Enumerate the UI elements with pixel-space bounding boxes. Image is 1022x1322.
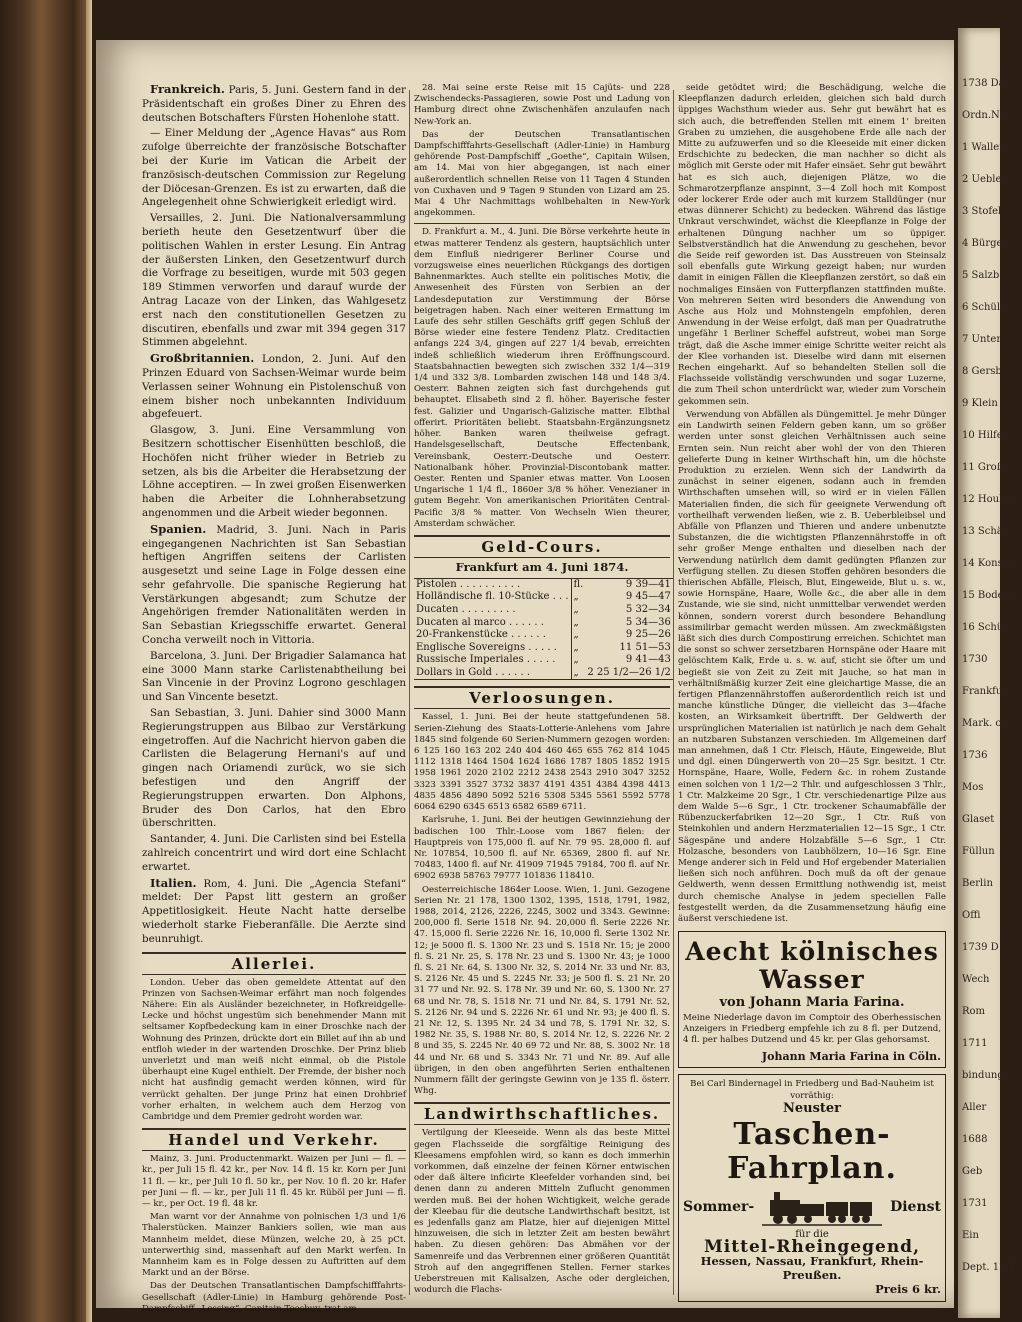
article-text: Oesterreichische 1864er Loose. Wien, 1. Juni. Gezogene Serien Nr. 21 178, 1300 1302, 1395, 1518, 1791, 1982, 1988, 2014, 2126, 2226, 2245, 3002 und 3343. Gewinne: 200,000 fl. Serie 1518 Nr. 94. 20,000 fl. Serie 2226 Nr. 47. 15,000 fl. Serie 2226 Nr. 16, 10,000 fl. Serie 1302 Nr. 12; je 5000 fl. S. 1300 Nr. 23 und S. 1518 Nr. 15; je 2000 fl. S. 21 Nr. 25, S. 178 Nr. 23 und S. 1300 Nr. 43; je 1000 fl. S. 21 Nr. 64, S. 1300 Nr. 32, S. 2014 Nr. 33 und Nr. 83, S. 2126 Nr. 45 und S. 2245 Nr. 33; je 500 fl. S. 21 Nr. 20 31 77 und Nr. 92. S. 178 Nr. 39 und Nr. 60, S. 1300 Nr. 27 68 und Nr. 78, S. 1518 Nr. 71 und Nr. 84, S. 1791 Nr. 52, S. 2126 Nr. 94 und S. 2226 Nr. 61 und Nr. 93; je 400 fl. S. 21 Nr. 12, S. 1395 Nr. 24 34 und 78, S. 1791 Nr. 32, S. 1982 Nr. 35, S. 1988 Nr. 80, S. 2014 Nr. 12, S. 2226 Nr. 2 8 und 35, S. 2245 Nr. 40 69 72 und Nr. 88, S. 3002 Nr. 18 44 und Nr. 68 und S. 3343 Nr. 71 und Nr. 89. Auf alle übrigen, in den oben angeführten Serien enthaltenen Nummern fällt der geringste Gewinn von je 135 fl. österr. Whg. <box>414 884 670 1097</box>
geld-cours-name: Ducaten . . . . . . . . . <box>416 603 516 615</box>
facing-page-fragment: 1730 <box>962 654 988 665</box>
column-2 <box>414 83 670 1308</box>
section-head-frankreich: Frankreich. <box>150 82 225 96</box>
ad-fuer: für die <box>795 1228 829 1240</box>
article-text: Mainz, 3. Juni. Productenmarkt. Waizen per Juni — fl. — kr., per Juli 15 fl. 42 kr., per Nov. 14 fl. 15 kr. Korn per Juni 11 fl. — kr., per Juli 10 fl. 50 kr., per Nov. 10 fl. 20 kr. Hafer per Juni — fl. — kr., per Juli 11 fl. 45 kr. Rüböl per Juni — fl. — kr., per Oct. 19 fl. 48 kr. <box>142 1154 406 1210</box>
train-icon <box>762 1188 882 1228</box>
geld-cours-name: Pistolen . . . . . . . . . . <box>416 578 521 590</box>
facing-page-fragment: Rom <box>962 1006 986 1017</box>
article-text: Man warnt vor der Annahme von polnischen 1/3 und 1/6 Thalerstücken. Mainzer Bankiers sollen, wie man aus Mannheim meldet, diese Münzen, welche 20, à 25 pCt. unterwerthig sind, massenhaft auf den Markt werfen. In Mannheim kam es in Folge dessen zu Auftritten auf dem Markt und an der Börse. <box>142 1212 406 1279</box>
geld-cours-row <box>414 667 673 680</box>
ad-title: Taschen-Fahrplan. <box>727 1116 897 1186</box>
ad-maker: von Johann Maria Farina. <box>719 995 905 1011</box>
geld-cours-name: 20-Frankenstücke . . . . . . <box>416 629 546 641</box>
facing-page-fragment: Dept. 12/Vl. <box>962 1262 1022 1273</box>
facing-page-fragment: Geb <box>962 1166 983 1177</box>
article-text: Kassel, 1. Juni. Bei der heute stattgefundenen 58. Serien-Ziehung des Staats-Lotterie-Anlehens vom Jahre 1845 sind folgende 60 Serien-Nummern gezogen worden: 6 125 160 163 202 240 404 460 465 655 762 814 1045 1112 1318 1464 1504 1624 1686 1787 1805 1852 1915 1958 1961 2020 2102 2212 2438 2543 2910 3047 3252 3323 3391 3527 3732 3837 4191 4351 4384 4398 4413 4835 4856 4890 5092 5216 5308 5345 5561 5592 5778 6064 6290 6345 6513 6582 6589 6711. <box>414 712 670 813</box>
article-text: London, 2. Juni. Auf den Prinzen Eduard von Sachsen-Weimar wurde beim Verlassen seiner Wohnung ein Pistolenschuß von einem bisher noch unbekannten Individuum abgefeuert. <box>142 353 406 421</box>
ad-sommer: Sommer- <box>683 1198 755 1215</box>
column-1 <box>142 82 407 1314</box>
ad-signature: Johann Maria Farina in Cöln. <box>761 1049 941 1063</box>
geld-cours-unit: „ <box>571 617 585 630</box>
article-text: Das der Deutschen Transatlantischen Dampfschifffahrts-Gesellschaft (Adler-Linie) in Hamburg gehörende Post-Dampfschiff „Goethe“, Capitain Wilsen, am 14. Mai von hier abgegangen, ist nach einer außerordentlich schnellen Reise von 11 Tagen 4 Stunden von Cuxhaven und 9 Tagen 9 Stunden von Lizard am 25. Mai 4 Uhr Nachmittags wohlbehalten in New-York angekommen. <box>414 129 670 219</box>
ad-intro: Bei Carl Bindernagel in Friedberg und Bad-Nauheim ist vorräthig: <box>690 1079 934 1101</box>
section-head-landwirthschaftliches: Landwirthschaftliches. <box>414 1102 670 1125</box>
facing-page-fragment: Mos <box>962 782 984 793</box>
section-head-grossbritannien: Großbritannien. <box>150 351 255 366</box>
section-head-allerlei: Allerlei. <box>142 952 406 975</box>
geld-cours-row <box>414 642 673 655</box>
facing-page-edge <box>958 28 1022 1318</box>
section-head-geld-cours: Geld-Cours. <box>414 535 670 558</box>
article-text: Vertilgung der Kleeseide. Wenn als das beste Mittel gegen Flachsseide die sorgfältige Reinigung des Kleesamens empfohlen wird, so kann es doch immerhin vorkommen, daß einzelne der feinen Körner entwischen oder daß ältere inficirte Kleefelder vorhanden sind, bei denen dann zu anderen Mitteln Zuflucht genommen werden muß. Bei der hohen Wichtigkeit, welche gerade der Kleebau für die deutsche Landwirthschaft besitzt, ist es jedenfalls ganz am Platze, hier auf diejenigen Mittel hinzuweisen, die sich in letzter Zeit am besten bewährt haben. Zu diesen gehören: Das Abmähen vor der Samenreife und das Verbrennen einer größeren Quantität Stroh auf den angegriffenen Stellen. Ferner starkes Ueberstreuen mit Kalisalzen, Asche oder dergleichen, wodurch die Flachs- <box>414 1128 670 1296</box>
facing-page-fragment: 4 Bürger <box>962 238 1008 249</box>
geld-cours-unit: „ <box>571 604 585 617</box>
article-text: Santander, 4. Juni. Die Carlisten sind bei Estella zahlreich concentrirt und wird dort eine Schlacht erwartet. <box>142 833 406 873</box>
facing-page-fragment: 9 Klein <box>962 398 998 409</box>
facing-page-fragment: 13 Schäl <box>962 526 1006 537</box>
facing-page-fragment: 8 Gersb <box>962 366 1002 377</box>
column-3 <box>678 83 946 1308</box>
geld-cours-value: 9 41—43 <box>625 654 671 666</box>
article-text: D. Frankfurt a. M., 4. Juni. Die Börse verkehrte heute in etwas matterer Tendenz als gestern, hauptsächlich unter dem Einfluß niedrigerer Berliner Course und vorzugsweise eines neuerlichen Rückgangs des dortigen Bahnenmarktes. Auch stellte ein politisches Motiv, die Anwesenheit des Fürsten von Serbien an der Landesdeputation zur Verstimmung der Börse beigetragen haben. Nach einer weiteren Ermattung im Laufe des sehr stillen Geschäfts griff gegen Schluß der Börse wieder eine festere Tendenz Platz. Creditactien anfangs 224 3/4, gingen auf 227 1/4 bevab, erreichten indeß schließlich wiederum ihren Eröffnungscourd. Staatsbahnactien bewegten sich zwischen 332 1/4—319 1/4 und 332 3/8. Lombarden zwischen 148 und 148 3/4. Oesterr. Bahnen zeigten sich fast durchgehends gut behauptet. Elisabeth sind 2 fl. höher. Bayerische fester fest. Galizier und Ungarisch-Galizische matter. Elbthal offerirt. Prioritäten beliebt. Staatsbahn-Ergänzungsnetz höher. Banken waren theilweise gefragt. Handelsgesellschaft, Deutsche Effectenbank, Vereinsbank, Oesterr.-Deutsche und Oesterr. Nationalbank höher. Provinzial-Discontobank matter. Oester. Renten und Spanier etwas matter. Von Loosen Ungarische 1 1/4 fl., 1860er 3/8 % höher. Venezianer in gutem Begehr. Von amerikanischen Prioritäten Central-Pacific 3/8 % matter. Von Wechseln Wien theurer, Amsterdam schwächer. <box>414 227 670 529</box>
geld-cours-name: Dollars in Gold . . . . . . <box>416 666 531 678</box>
facing-page-fragment: 1731 <box>962 1198 988 1209</box>
geld-cours-value: 11 51—53 <box>619 641 671 653</box>
geld-cours-row <box>414 578 673 591</box>
facing-page-fragment: Offi <box>962 910 981 921</box>
geld-cours-unit: „ <box>571 591 585 604</box>
geld-cours-unit: „ <box>571 629 585 642</box>
facing-page-fragment: 1711 <box>962 1038 988 1049</box>
ad-lands: Hessen, Nassau, Frankfurt, Rhein-Preußen. <box>700 1254 924 1283</box>
geld-cours-value: 9 25—26 <box>625 629 671 641</box>
section-head-verloosungen: Verloosungen. <box>414 686 670 709</box>
geld-cours-row <box>414 604 673 617</box>
advertisement-taschen-fahrplan <box>678 1074 946 1301</box>
facing-page-fragment: 6 Schüll <box>962 302 1004 313</box>
geld-cours-name: Ducaten al marco . . . . . . <box>416 616 544 628</box>
article-text: Glasgow, 3. Juni. Eine Versammlung von Besitzern schottischer Eisenhütten beschloß, die Hochöfen nicht früher wieder in Betrieb zu setzen, als bis die Arbeiter die Herabsetzung der Löhne acceptiren. — In zwei großen Eisenwerken haben die Arbeiter die Lohnherabsetzung angenommen und die Arbeit wieder begonnen. <box>142 424 406 519</box>
article-text: Madrid, 3. Juni. Nach in Paris eingegangenen Nachrichten ist San Sebastian heftigen Angriffen seitens der Carlisten ausgesetzt und seine Lage in Folge dessen eine sehr gefahrvolle. Die spanische Regierung hat Verstärkungen abgesandt; zum Schutze der Angehörigen fremder Nationalitäten werden in San Sebastian Kriegsschiffe erwartet. General Concha verweilt noch in Vittoria. <box>142 523 407 647</box>
article-text: Karlsruhe, 1. Juni. Bei der heutigen Gewinnziehung der badischen 100 Thlr.-Loose vom 1867 fielen: der Hauptpreis von 175,000 fl. auf Nr. 79 95. 28,000 fl. auf Nr. 107854, 10,500 fl. auf Nr. 65369, 2800 fl. auf Nr. 70483, 1400 fl. auf Nr. 41909 71945 79184, 700 fl. auf Nr. 6902 6938 58763 79777 101836 118410. <box>414 815 670 882</box>
facing-page-fragment: 1738 Das <box>962 78 1010 89</box>
facing-page-fragment: 3 Stofel <box>962 206 1002 217</box>
geld-cours-row <box>414 629 673 642</box>
facing-page-fragment: 1736 <box>962 750 988 761</box>
advertisement-koelnisches-wasser <box>678 931 946 1068</box>
ad-neuster: Neuster <box>782 1100 842 1116</box>
geld-cours-row <box>414 654 673 667</box>
facing-page-fragment: Wech <box>962 974 990 985</box>
article-text: Paris, 5. Juni. Gestern fand in der Präsidentschaft ein großes Diner zu Ehren des deutschen Botschafters Fürsten Hohenlohe statt. <box>142 84 406 124</box>
article-text: 28. Mai seine erste Reise mit 15 Cajüts- und 228 Zwischendecks-Passagieren, sowie Post und Ladung von Hamburg direct ohne Zwischenhäfen anzulaufen nach New-York an. <box>414 83 670 127</box>
facing-page-fragment: 14 Konsta <box>962 558 1013 569</box>
article-text: Versailles, 2. Juni. Die Nationalversammlung berieth heute den Gesetzentwurf über die politischen Wahlen in erster Lesung. Ein Antrag der äußersten Linken, den Gesetzentwurf durch die Vorfrage zu beseitigen, wurde mit 503 gegen 189 Stimmen verworfen und darauf wurde der Antrag Lacaze von der Linken, das Wahlgesetz erst nach den constitutionellen Gesetzen zu discutiren, ebenfalls und zwar mit 394 gegen 317 Stimmen abgelehnt. <box>142 212 406 349</box>
article-text: Das der Deutschen Transatlantischen Dampfschifffahrts-Gesellschaft (Adler-Linie) in Hamburg gehörende Post-Dampfschiff „Lessing“, Capitain Toosbuy, trat am <box>142 1281 406 1314</box>
geld-cours-value: 5 32—34 <box>625 603 671 615</box>
column-rule <box>409 90 410 1295</box>
geld-cours-unit: fl. <box>571 578 585 591</box>
facing-page-fragment: 1 Wallern <box>962 142 1011 153</box>
newspaper-page <box>96 40 954 1314</box>
facing-page-fragment: 1688 <box>962 1134 988 1145</box>
facing-page-fragment: 2 Uebleg <box>962 174 1008 185</box>
geld-cours-value: 2 25 1/2—26 1/2 <box>587 666 671 678</box>
geld-cours-unit: „ <box>571 667 585 680</box>
facing-page-fragment: Aller <box>962 1102 987 1113</box>
facing-page-fragment: 1739 D <box>962 942 999 953</box>
facing-page-fragment: 11 Groß <box>962 462 1004 473</box>
ad-title: Aecht kölnisches Wasser <box>685 937 939 995</box>
article-text: Rom, 4. Juni. Die „Agencia Stefani“ meldet: Der Papst litt gestern an großer Appetitlosigkeit. Heute Nacht hatte derselbe wiederholt starke Fieberanfälle. Die Aerzte sind beunruhigt. <box>142 877 406 945</box>
article-text: San Sebastian, 3. Juni. Dahier sind 3000 Mann Regierungstruppen aus Bilbao zur Verstärkung eingetroffen. Auf die Nachricht hiervon gaben die Carlisten die Belagerung Hernani's auf und gingen nach Oriamendi zurück, wo sie sich befestigen und den Angriff der Regierungstruppen erwarten. Don Alphons, Bruder des Don Carlos, hat den Ebro überschritten. <box>142 707 406 830</box>
facing-page-fragment: Berlin <box>962 878 993 889</box>
facing-page-fragment: 10 Hilfes <box>962 430 1008 441</box>
geld-cours-name: Englische Sovereigns . . . . . <box>416 641 557 653</box>
facing-page-fragment: Ein <box>962 1230 979 1241</box>
ad-dienst: Dienst <box>890 1198 941 1215</box>
geld-cours-row <box>414 617 673 630</box>
geld-cours-name: Russische Imperiales . . . . . <box>416 654 556 666</box>
facing-page-fragment: Mark. ch <box>962 718 1008 729</box>
geld-cours-value: 9 45—47 <box>625 591 671 603</box>
article-text: Barcelona, 3. Juni. Der Brigadier Salamanca hat eine 3000 Mann starke Carlistenabtheilung bei San Vincenie in der Provinz Logrono geschlagen und San Vincente besetzt. <box>142 649 406 704</box>
facing-page-fragment: 5 Salzb <box>962 270 1000 281</box>
geld-cours-row <box>414 591 673 604</box>
facing-page-fragment: Glaset <box>962 814 995 825</box>
geld-cours-value: 5 34—36 <box>625 616 671 628</box>
geld-cours-table <box>414 578 673 681</box>
geld-cours-value: 9 39—41 <box>625 578 671 590</box>
facing-page-fragment: 7 Unter- <box>962 334 1005 345</box>
facing-page-fragment: 15 Boden <box>962 590 1011 601</box>
book-spine <box>0 0 92 1322</box>
facing-page-fragment: bindung <box>962 1070 1004 1081</box>
article-text: seide getödtet wird; die Beschädigung, welche die Kleepflanzen dadurch erleiden, gleichen sich bald durch üppiges Wachsthum wieder aus. Sehr gut bewährt hat es sich auch, die betreffenden Stellen mit einem 1' breiten Graben zu umziehen, die ausgehobene Erde alle nach der Mitte zu aufzuwerfen und so die Kleeseide mit einer dicken Erdschichte zu bedecken, die man nachher so dicht als möglich mit Gerste oder mit Hafer einsäet. Sehr gut bewährt hat es sich auch, diejenigen Plätze, wo die Schmarotzerpflanze anspinnt, 3—4 Zoll hoch mit Kompost oder lockerer Erde oder auch mit kurzem Stalldünger (nur etwas dünnerer Schicht) zu bedecken. Während das lästige Unkraut verschwindet, wächst die Kleepflanze in Folge der erhaltenen Düngung nachher um so üppiger. Selbstverständlich hat die Anwendung zu geschehen, bevor die Seide reif geworden ist. Das Ausstreuen von Steinsalz soll ebenfalls gute Wirkung gezeigt haben; nur wurden damit in einigen Fällen die Kleepflanzen zerstört, so daß ein nochmaliges Einsäen von Futterpflanzen stattfinden mußte. Von mehreren Seiten wird besonders die Anwendung von Asche aus Holz und Mohnstengeln empfohlen, deren Anwendung in der Weise erfolgt, daß man per Quadratruthe ungefähr 1 Berliner Scheffel aufstreut, wobei man Sorge trägt, daß die Asche immer einige Schritte weiter reicht als der Klee vorhanden ist. Dieselbe wird dann mit eisernen Rechen eingeharkt. Auf so behandelten Stellen soll die Flachsseide vollständig verschwunden und sogar Luzerne, die zum Theil schon unterdrückt war, wieder zum Vorschein gekommen sein. <box>678 83 946 407</box>
facing-page-fragment: Frankfur <box>962 686 1008 697</box>
ad-price: Preis 6 kr. <box>875 1281 941 1296</box>
ad-body: Meine Niederlage davon im Comptoir des Oberhessischen Anzeigers in Friedberg empfehle ich zu 8 fl. per Dutzend, 4 fl. per halbes Dutzend und 45 kr. per Glas gehorsamst. <box>683 1013 941 1046</box>
section-head-italien: Italien. <box>150 875 197 890</box>
ad-region: Mittel-Rheingegend, <box>703 1237 920 1258</box>
section-head-handel: Handel und Verkehr. <box>142 1128 406 1151</box>
geld-cours-date: Frankfurt am 4. Juni 1874. <box>455 559 629 574</box>
column-rule <box>673 90 674 1295</box>
facing-page-fragment: 12 Houbit <box>962 494 1013 505</box>
article-text: — Einer Meldung der „Agence Havas“ aus Rom zufolge überreichte der französische Botschafter bei der Kurie im Vatican die Arbeit der französisch-deutschen Commission zur Regelung der Diöcesan-Grenzen. Es ist zu erwarten, daß die Angelegenheit ohne Schwierigkeit erledigt wird. <box>142 127 406 209</box>
geld-cours-unit: „ <box>571 642 585 655</box>
facing-page-fragment: 16 Schüll <box>962 622 1010 633</box>
article-text: London. Ueber das oben gemeldete Attentat auf den Prinzen von Sachsen-Weimar erfährt man noch folgendes Nähere: Ein als Ausländer bezeichneter, in Hofkreidgelle-Lecke und höchst ungestüm sich benehmender Mann mit seltsamer Kopfbedeckung kam in einer Droschke nach der Wohnung des Prinzen, drückte dort ein Billet auf ihn ab und entfloh wieder in der wartenden Droschke. Der Prinz blieb unverletzt und man weiß nicht einmal, ob die Pistole überhaupt eine Kugel enthielt. Der Fremde, der bisher noch nicht hat ausfindig gemacht werden können, wird für verrückt gehalten. Der junge Prinz hat einen Drohbrief vorher erhalten, in welchem auch dem Herzog von Cambridge und dem Premier gedroht worden war. <box>142 977 406 1123</box>
article-text: Verwendung von Abfällen als Düngemittel. Je mehr Dünger ein Landwirth seinen Feldern geben kann, um so größer werden unter sonst gleichen Verhältnissen auch seine Ernten sein. Nun reicht aber wohl der von den Thieren gelieferte Dung in keiner Wirthschaft hin, um die höchste Produktion zu erzielen. Wenn sich der Landwirth da zunächst in seiner eigenen, sodann auch in fremden Wirthschaften umsehen will, so wird er in vielen Fällen Materialien finden, die sich für geeignete Verwendung oft vortheilhaft verwenden ließen, wie z. B. Ueberbleibsel und Abfälle von Pflanzen und Thieren und andere unbenutzte Substanzen, die die wichtigsten Pflanzennährstoffe in oft sehr großer Menge enthalten und dieselben nach der Verwendung natürlich dem damit gedüngten Pflanzen zur Verfügung stellen. Zu diesen Stoffen gehören besonders die thierischen Abfälle, Fleisch, Blut, Eingeweide, Blut u. s. w., sowie Hornspäne, Haare, Wolle &c., die aber alle in dem Zustande, wie sie sind, nicht unmittelbar verwendet werden können, sondern vorerst durch besondere Behandlung assimilirbar gemacht werden müssen. Am zweckmäßigsten läßt sich dies durch Compostirung erreichen. Schichtet man die sonst so schwer zersetzbaren Hornspäne oder Haare mit gelöschtem Kalk, Erde u. s. w. auf, sticht sie öfter um und begießt sie von Zeit zu Zeit mit Jauche, so hat man in verhältnißmäßig kurzer Zeit eine gleichartige Masse, die an fertigen Pflanzennährstoffen außerordentlich reich ist und manche künstliche Dünger, die vielleicht das 3—4fache kosten, an Wirksamkeit übertrifft. Der Geldwerth der ursprünglichen Materialien ist natürlich je nach dem Gehalt an nutzbaren Substanzen verschieden. Im Allgemeinen darf man annehmen, daß 1 Ctr. Fleisch, Häute, Eingeweide, Blut und dgl. einen Düngerwerth von 20—25 Sgr. besitzt. 1 Ctr. Hornspäne, Haare, Wolle, Federn &c. in rohem Zustande einen solchen von 1 1/2—2 Thlr. und aufgeschlossen 3 Thlr., 1 Ctr. Malzkeime 20 Sgr., 1 Ctr. verschiedenartige Pilze aus dem Walde 5—6 Sgr., 1 Ctr. trockener Schaumabfälle der Rübenzuckerfabriken 12—20 Sgr., 1 Ctr. Ruß von Steinkohlen und andern Herzmaterialien 12—15 Sgr., 1 Ctr. Sägespäne und andere Holzabfälle 5—6 Sgr., 1 Ctr. Holzasche, besonders von Laubhölzern, 10—16 Sgr. Eine Menge anderer sich in Feld und Hof ergebender Materialien ließen sich noch anführen. Doch muß da oft der genaue Geldwerth, wenn dessen Ermittlung nothwendig ist, meist durch chemische Analyse in jedem speciellen Falle festgestellt werden, da die Zusammensetzung häufig eine äußerst verschiedene ist. <box>678 409 946 925</box>
section-head-spanien: Spanien. <box>150 521 207 536</box>
facing-page-fragment: Ordn.Nr. <box>962 110 1007 121</box>
facing-page-fragment: Füllun <box>962 846 995 857</box>
geld-cours-name: Holländische fl. 10-Stücke . . . <box>416 591 569 603</box>
geld-cours-unit: „ <box>571 654 585 667</box>
